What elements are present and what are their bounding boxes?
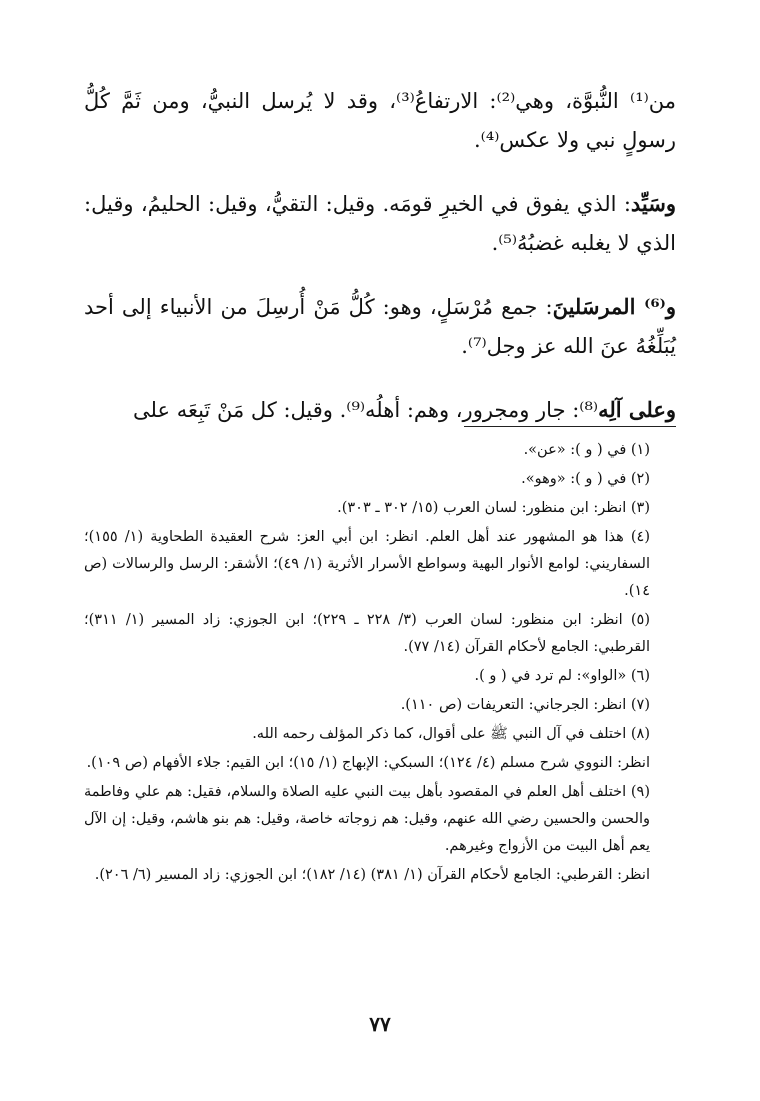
page-number: ٧٧ (369, 1012, 391, 1036)
footnote: (١) في ( و ): «عن». (523, 442, 650, 458)
footnote: (٩) اختلف أهل العلم في المقصود بأهل بيت النبي عليه الصلاة والسلام، فقيل: هم علي وفاطمة والحسن والحسين رضي الله عنهم، وقيل: هم زوجاته خاصة، وقيل: هم بنو هاشم، وقيل: إن الآل يعم أهل البيت من الأزواج وغيرهم. (84, 784, 650, 854)
paragraph-nubuwwa (84, 82, 676, 160)
term-aal: وعلى آلِه (598, 397, 676, 422)
footnote-divider (464, 426, 676, 427)
paragraph-mursalin (84, 287, 676, 366)
term-sayyid: وسَيِّد (630, 191, 676, 216)
paragraph-text: : الذي يفوق في الخيرِ قومَه. وقيل: التقيُّ، وقيل: الحليمُ، وقيل: الذي لا يغلبه غضبُهُ⁽⁵⁾. (84, 192, 676, 255)
footnote: (٥) انظر: ابن منظور: لسان العرب (٣/ ٢٢٨ ـ ٢٢٩)؛ ابن الجوزي: زاد المسير (١/ ٣١١)؛ القرطبي: الجامع لأحكام القرآن (١٤/ ٧٧). (84, 612, 650, 655)
footnote: (٤) هذا هو المشهور عند أهل العلم. انظر: ابن أبي العز: شرح العقيدة الطحاوية (١/ ١٥٥)؛ السفاريني: لوامع الأنوار البهية وسواطع الأسرار الأثرية (١/ ٤٩)؛ الأشقر: الرسل والرسالات (ص ١٤). (84, 529, 650, 599)
footnote-reference: انظر: النووي شرح مسلم (٤/ ١٢٤)؛ السبكي: الإبهاج (١/ ١٥)؛ ابن القيم: جلاء الأفهام (ص ١٠٩). (86, 755, 650, 771)
paragraph-text: ⁽⁸⁾: جار ومجرور، وهم: أهلُه⁽⁹⁾. وقيل: كل مَنْ تَبِعَه على (133, 398, 599, 422)
footnote: (٢) في ( و ): «وهو». (521, 471, 650, 487)
footnotes (84, 437, 676, 891)
footnote: (٣) انظر: ابن منظور: لسان العرب (١٥/ ٣٠٢ ـ ٣٠٣). (337, 500, 650, 516)
paragraph-sayyid (84, 184, 676, 263)
paragraph-aal (84, 390, 676, 430)
main-text (84, 82, 676, 454)
footnote-reference: انظر: القرطبي: الجامع لأحكام القرآن (١/ ٣٨١) (١٤/ ١٨٢)؛ ابن الجوزي: زاد المسير (٦/ ٢٠٦). (94, 867, 650, 883)
footnote: (٧) انظر: الجرجاني: التعريفات (ص ١١٠). (400, 697, 650, 713)
paragraph-text: : جمع مُرْسَلٍ، وهو: كُلُّ مَنْ أُرسِلَ من الأنبياء إلى أحد يُبَلِّغُهُ عنَ الله عز وجل⁽⁷⁾. (84, 295, 676, 358)
footnote: (٦) «الواو»: لم ترد في ( و ). (474, 668, 650, 684)
term-mursalin: و⁽⁶⁾ المرسَلينَ (552, 294, 677, 319)
footnote: (٨) اختلف في آل النبي ﷺ على أقوال، كما ذكر المؤلف رحمه الله. (252, 726, 650, 742)
paragraph-text: من⁽¹⁾ النُّبوَّة، وهي⁽²⁾: الارتفاعُ⁽³⁾، وقد لا يُرسل النبيُّ، ومن ثَمَّ كُلُّ رسولٍ نبي ولا عكس⁽⁴⁾. (84, 89, 677, 152)
